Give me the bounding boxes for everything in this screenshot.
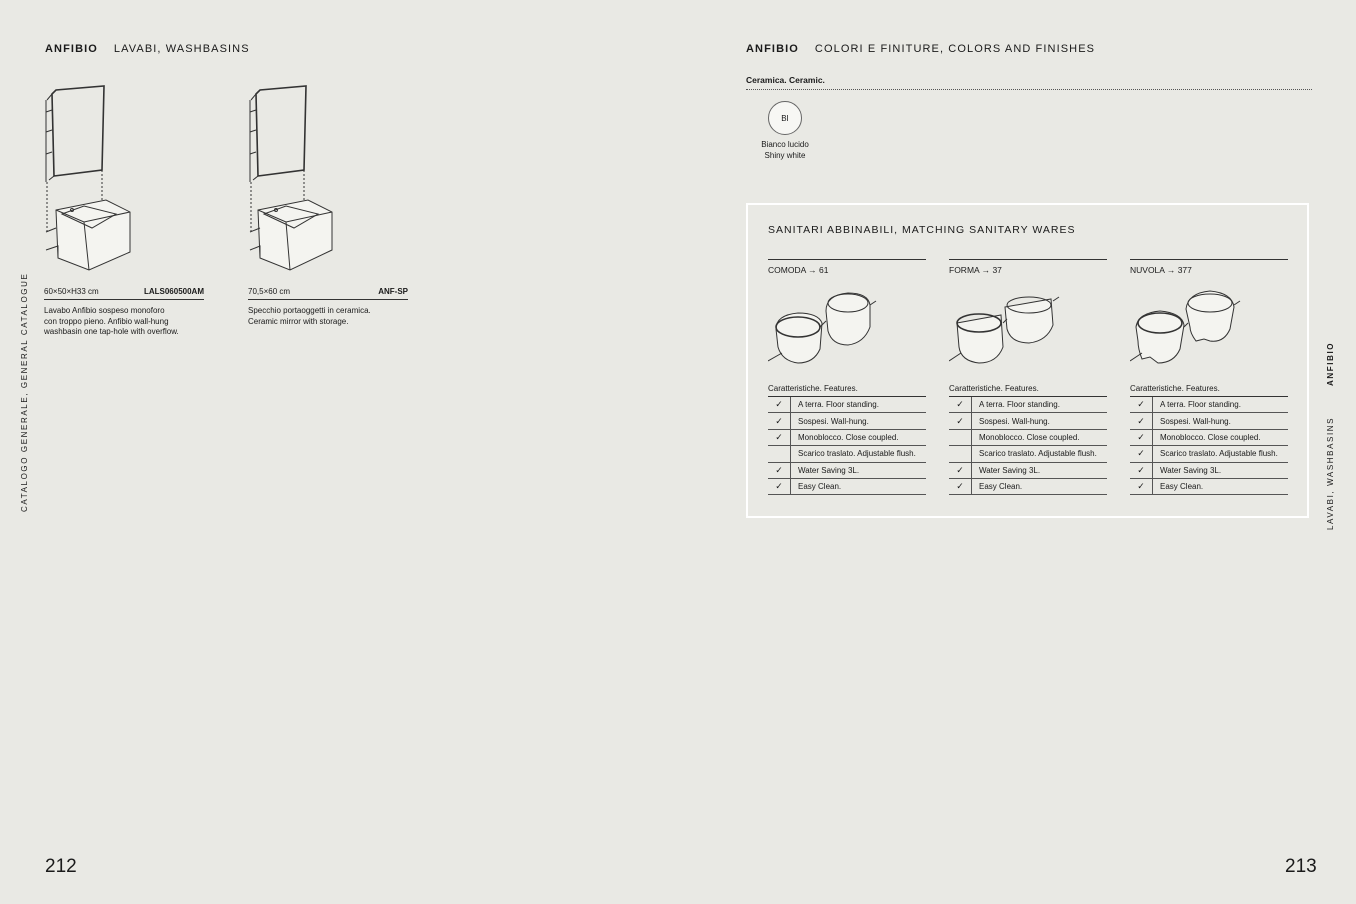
mirror-storage-illustration <box>248 82 338 272</box>
column-name: COMODA → 61 <box>768 259 926 277</box>
feature-label: Scarico traslato. Adjustable flush. <box>979 449 1097 459</box>
feature-row <box>768 397 926 413</box>
right-brand: ANFIBIO <box>746 43 799 55</box>
toilet-bidet-illustration <box>1130 283 1288 371</box>
desc-line: washbasin one tap-hole with overflow. <box>44 327 179 336</box>
feature-row <box>768 479 926 495</box>
features-title: Caratteristiche. Features. <box>1130 384 1288 397</box>
check-icon <box>768 446 791 461</box>
features-title: Caratteristiche. Features. <box>768 384 926 397</box>
desc-line: Lavabo Anfibio sospeso monoforo <box>44 306 165 315</box>
left-header <box>45 43 250 55</box>
sanitary-column <box>768 259 926 495</box>
dotted-divider <box>746 89 1312 90</box>
side-section-right: LAVABI, WASHBASINS <box>1326 416 1335 530</box>
check-icon <box>949 446 972 461</box>
ceramic-label: Ceramica. Ceramic. <box>746 75 825 85</box>
toilet-bidet-illustration <box>768 283 926 371</box>
check-icon: ✓ <box>768 463 791 478</box>
feature-label: Easy Clean. <box>1160 482 1204 492</box>
sanitary-column <box>1130 259 1288 495</box>
feature-row <box>1130 446 1288 462</box>
check-icon: ✓ <box>1130 397 1153 412</box>
check-icon: ✓ <box>1130 479 1153 494</box>
product-card <box>248 82 413 327</box>
check-icon: ✓ <box>1130 430 1153 445</box>
check-icon: ✓ <box>768 430 791 445</box>
desc-line: Ceramic mirror with storage. <box>248 316 349 326</box>
product-description <box>44 306 209 338</box>
product-meta <box>248 287 408 300</box>
feature-label: Water Saving 3L. <box>979 465 1041 475</box>
feature-row <box>949 463 1107 479</box>
column-name: NUVOLA → 377 <box>1130 259 1288 277</box>
page-number-right: 213 <box>1285 856 1317 877</box>
feature-row <box>1130 463 1288 479</box>
feature-row <box>1130 413 1288 429</box>
product-code: LALS060500AM <box>143 287 204 296</box>
product-dimensions: 60×50×H33 cm <box>44 287 99 296</box>
feature-row <box>768 413 926 429</box>
feature-label: Sospesi. Wall-hung. <box>979 416 1050 426</box>
sanitary-column <box>949 259 1107 495</box>
features-title: Caratteristiche. Features. <box>949 384 1107 397</box>
check-icon: ✓ <box>1130 413 1153 428</box>
right-section: COLORI E FINITURE, COLORS AND FINISHES <box>814 43 1096 55</box>
swatch-name-it: Bianco lucido <box>761 140 809 149</box>
feature-row <box>1130 430 1288 446</box>
product-meta <box>44 287 204 300</box>
feature-row <box>768 463 926 479</box>
product-description <box>248 306 413 327</box>
check-icon: ✓ <box>768 479 791 494</box>
feature-row <box>1130 479 1288 495</box>
check-icon: ✓ <box>1130 446 1153 461</box>
feature-label: A terra. Floor standing. <box>1160 400 1241 410</box>
swatch-label <box>750 140 820 161</box>
feature-row <box>1130 397 1288 413</box>
feature-label: A terra. Floor standing. <box>798 400 879 410</box>
desc-line: con troppo pieno. Anfibio wall-hung <box>44 316 169 326</box>
feature-label: Sospesi. Wall-hung. <box>798 416 869 426</box>
feature-row <box>949 479 1107 495</box>
feature-list <box>949 397 1107 495</box>
feature-label: A terra. Floor standing. <box>979 400 1060 410</box>
feature-row <box>949 413 1107 429</box>
feature-label: Water Saving 3L. <box>1160 465 1222 475</box>
feature-label: Monoblocco. Close coupled. <box>979 432 1080 442</box>
washbasin-mirror-illustration <box>44 82 134 272</box>
check-icon <box>949 430 972 445</box>
feature-label: Water Saving 3L. <box>798 465 860 475</box>
feature-label: Monoblocco. Close coupled. <box>798 432 899 442</box>
feature-label: Scarico traslato. Adjustable flush. <box>1160 449 1278 459</box>
swatch-name-en: Shiny white <box>764 150 806 160</box>
product-code: ANF-SP <box>378 287 408 296</box>
feature-row <box>949 446 1107 462</box>
feature-list <box>1130 397 1288 495</box>
product-card <box>44 82 209 338</box>
feature-label: Easy Clean. <box>979 482 1023 492</box>
swatch-code: BI <box>781 113 789 123</box>
check-icon: ✓ <box>949 397 972 412</box>
check-icon: ✓ <box>1130 463 1153 478</box>
check-icon: ✓ <box>768 413 791 428</box>
check-icon: ✓ <box>949 413 972 428</box>
page-number-left: 212 <box>45 856 77 877</box>
feature-list <box>768 397 926 495</box>
right-header <box>746 43 1095 55</box>
side-brand-right: ANFIBIO <box>1326 341 1335 386</box>
sanitary-title: SANITARI ABBINABILI, MATCHING SANITARY WARES <box>768 224 1076 236</box>
toilet-bidet-illustration <box>949 283 1107 371</box>
feature-row <box>949 397 1107 413</box>
feature-label: Sospesi. Wall-hung. <box>1160 416 1231 426</box>
left-section: LAVABI, WASHBASINS <box>113 43 250 55</box>
product-dimensions: 70,5×60 cm <box>248 287 291 296</box>
left-brand: ANFIBIO <box>45 43 98 55</box>
side-label-left: CATALOGO GENERALE, GENERAL CATALOGUE <box>20 272 29 512</box>
feature-label: Scarico traslato. Adjustable flush. <box>798 449 916 459</box>
column-name: FORMA → 37 <box>949 259 1107 277</box>
feature-label: Easy Clean. <box>798 482 842 492</box>
check-icon: ✓ <box>949 479 972 494</box>
color-swatch <box>768 101 802 135</box>
feature-row <box>949 430 1107 446</box>
feature-label: Monoblocco. Close coupled. <box>1160 432 1261 442</box>
check-icon: ✓ <box>768 397 791 412</box>
feature-row <box>768 430 926 446</box>
feature-row <box>768 446 926 462</box>
check-icon: ✓ <box>949 463 972 478</box>
desc-line: Specchio portaoggetti in ceramica. <box>248 306 371 315</box>
